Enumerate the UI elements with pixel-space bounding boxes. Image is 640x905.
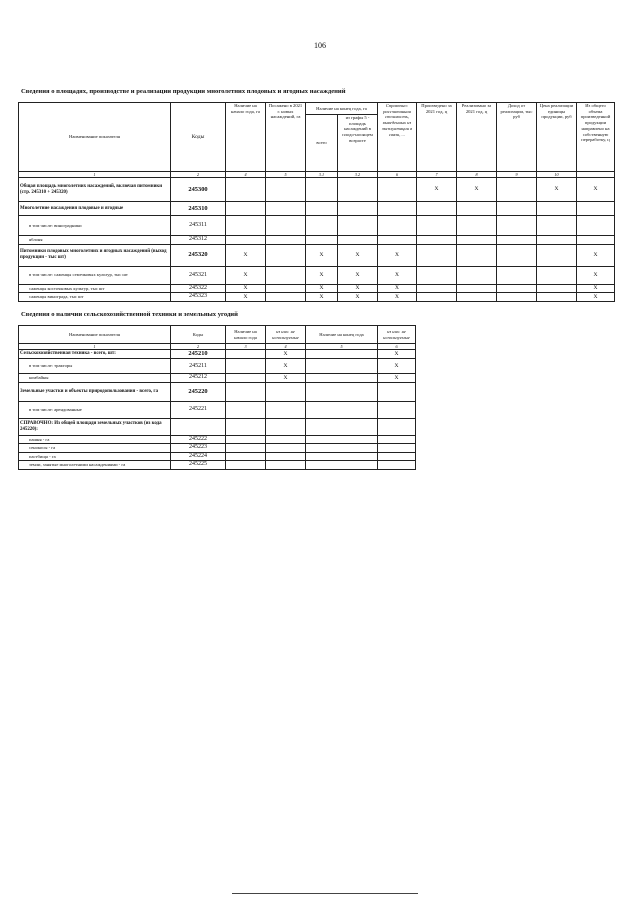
table-cell [497, 266, 537, 284]
table-cell [306, 444, 378, 453]
section2-title: Сведения о наличии сельскохозяйственной техники и земельных угодий [21, 311, 238, 318]
table-cell [497, 178, 537, 202]
table-cell: X [306, 266, 338, 284]
table-cell: X [378, 293, 417, 302]
table-cell [306, 236, 338, 245]
table-cell: X [226, 293, 266, 302]
row-code: 245311 [171, 216, 226, 236]
table-cell [537, 216, 577, 236]
table-cell [226, 178, 266, 202]
row-code: 245300 [171, 178, 226, 202]
row-code: 245224 [171, 452, 226, 461]
table-cell [226, 350, 266, 359]
row-name: в том числе: арендованные [19, 401, 171, 418]
table-cell [266, 236, 306, 245]
table-cell [537, 266, 577, 284]
table-cell [306, 178, 338, 202]
table-cell [226, 202, 266, 216]
table-cell [378, 202, 417, 216]
table-cell: X [226, 284, 266, 293]
table-cell [417, 244, 457, 266]
s2-col-start-header: Наличие на начало года [226, 326, 266, 344]
table-cell [497, 244, 537, 266]
col-produced-header: Произведено за 2021 год, ц [417, 103, 457, 172]
table-cell [457, 202, 497, 216]
table-cell [417, 202, 457, 216]
footer-divider [232, 893, 418, 894]
table-cell [266, 382, 306, 401]
row-name: в том числе: виноградники [19, 216, 171, 236]
table-row [19, 244, 615, 266]
row-name: Питомники плодовых многолетних и ягодных насаждений (выход продукции - тыс шт) [19, 244, 171, 266]
table-row [19, 178, 615, 202]
col-end-group-header: Наличие на конец года, га [306, 103, 378, 115]
row-code: 245212 [171, 374, 226, 383]
row-name: саженцы косточковых культур, тыс шт [19, 284, 171, 293]
table-row [19, 266, 615, 284]
table-row [19, 216, 615, 236]
table-cell: X [378, 284, 417, 293]
table-row [19, 401, 416, 418]
row-name: Многолетние насаждения плодовые и ягодные [19, 202, 171, 216]
table-cell: X [266, 374, 306, 383]
table-cell [266, 444, 306, 453]
row-code: 245225 [171, 461, 226, 470]
row-name: яблоня [19, 236, 171, 245]
table-cell [497, 236, 537, 245]
row-code: 245321 [171, 266, 226, 284]
col-total-header: всего [306, 115, 338, 172]
table-cell [378, 401, 416, 418]
table-row [19, 452, 416, 461]
column-number-row: 1 2 4 5 3.1 3.2 6 7 8 9 10 [19, 172, 615, 178]
table-cell [417, 216, 457, 236]
table-cell: X [306, 293, 338, 302]
s2-col-end-header: Наличие на конец года [306, 326, 378, 344]
table-cell [226, 452, 266, 461]
table-row [19, 284, 615, 293]
table-cell: X [577, 266, 615, 284]
table-row [19, 359, 416, 374]
table-cell [306, 374, 378, 383]
table-cell [378, 216, 417, 236]
table-cell [537, 236, 577, 245]
table-cell [226, 374, 266, 383]
table-cell: X [378, 266, 417, 284]
s2-column-number-row: 1 2 3 4 5 6 [19, 344, 416, 350]
table-cell [378, 435, 416, 444]
row-code [171, 418, 226, 435]
table-cell [457, 293, 497, 302]
table-cell [266, 401, 306, 418]
table-cell [457, 266, 497, 284]
row-code: 245220 [171, 382, 226, 401]
table-cell: X [537, 178, 577, 202]
s2-col-unused-end-header: из них: не используемые [378, 326, 416, 344]
col-planted-header: Посажено в 2021 г. новых насаждений, га [266, 103, 306, 172]
row-code: 245210 [171, 350, 226, 359]
table-cell [457, 284, 497, 293]
table-cell [306, 401, 378, 418]
table-cell [537, 244, 577, 266]
row-name: сенокосы - га [19, 444, 171, 453]
table-cell [537, 293, 577, 302]
table-cell [378, 461, 416, 470]
row-code: 245320 [171, 244, 226, 266]
table-cell [266, 435, 306, 444]
table-cell [226, 236, 266, 245]
table-cell: X [226, 266, 266, 284]
row-name: Сельскохозяйственная техника - всего, шт: [19, 350, 171, 359]
table-row [19, 293, 615, 302]
table-cell [306, 350, 378, 359]
table-cell [417, 266, 457, 284]
table-cell [306, 382, 378, 401]
table-cell [266, 178, 306, 202]
table-cell: X [226, 244, 266, 266]
table-cell: X [417, 178, 457, 202]
table-cell [306, 435, 378, 444]
table-cell: X [457, 178, 497, 202]
orchards-table-body [19, 178, 615, 302]
col-fruiting-header: из графы 5 - площадь насаждений в плодо-носящем возрасте [338, 115, 378, 172]
table-cell: X [577, 284, 615, 293]
s2-col-code-header: Коды [171, 326, 226, 344]
table-cell: X [306, 284, 338, 293]
row-code: 245310 [171, 202, 226, 216]
table-cell [226, 444, 266, 453]
table-row [19, 374, 416, 383]
table-cell [306, 461, 378, 470]
table-row [19, 350, 416, 359]
col-code-header: Коды [171, 103, 226, 172]
table-cell: X [266, 350, 306, 359]
table-cell [417, 293, 457, 302]
row-name: комбайны [19, 374, 171, 383]
table-cell [457, 236, 497, 245]
table-cell [266, 266, 306, 284]
table-cell: X [577, 178, 615, 202]
table-cell [338, 178, 378, 202]
table-cell [266, 216, 306, 236]
table-cell [497, 284, 537, 293]
table-cell [226, 461, 266, 470]
equipment-land-table-body [19, 350, 416, 470]
table-cell [306, 452, 378, 461]
table-cell [417, 236, 457, 245]
table-cell [306, 359, 378, 374]
row-name: земли, занятые многолетними насаждениями - га [19, 461, 171, 470]
s2-col-name-header: Наименование показателя [19, 326, 171, 344]
row-code: 245322 [171, 284, 226, 293]
table-cell [266, 293, 306, 302]
table-cell: X [338, 244, 378, 266]
table-cell [338, 202, 378, 216]
table-cell [378, 236, 417, 245]
table-cell: X [577, 293, 615, 302]
table-cell: X [306, 244, 338, 266]
section1-title: Сведения о площадях, производстве и реализации продукции многолетних плодовых и ягодных насаждений [21, 88, 346, 95]
table-cell: X [378, 374, 416, 383]
table-cell [537, 284, 577, 293]
table-cell [577, 216, 615, 236]
table-cell [378, 382, 416, 401]
table-cell: X [577, 244, 615, 266]
table-cell [266, 418, 306, 435]
row-name: саженцы винограда, тыс шт [19, 293, 171, 302]
row-code: 245211 [171, 359, 226, 374]
table-cell [306, 418, 378, 435]
table-cell: X [338, 284, 378, 293]
col-income-header: Доход от реализации, тыс руб [497, 103, 537, 172]
row-code: 245323 [171, 293, 226, 302]
row-name: СПРАВОЧНО: Из общей площади земельных участков (из кода 245220): [19, 418, 171, 435]
table-cell: X [378, 359, 416, 374]
col-name-header: Наименование показателя [19, 103, 171, 172]
table-cell [457, 216, 497, 236]
col-price-header: Цена реализации единицы продукции, руб [537, 103, 577, 172]
table-row [19, 418, 416, 435]
table-cell [417, 284, 457, 293]
table-cell [266, 284, 306, 293]
table-row [19, 382, 416, 401]
row-name: Земельные участки и объекты природопользования - всего, га [19, 382, 171, 401]
table-cell [497, 216, 537, 236]
table-cell [577, 202, 615, 216]
equipment-land-table [18, 325, 416, 470]
page-number: 106 [314, 41, 326, 50]
table-cell [306, 202, 338, 216]
col-reference-header: Справочно: рассчитанная стоимость, выведенных из эксплуатации в связи, ... [378, 103, 417, 172]
table-cell [226, 418, 266, 435]
table-cell [577, 236, 615, 245]
row-name: в том числе: саженцы семечковых культур, тыс шт [19, 266, 171, 284]
table-row [19, 202, 615, 216]
table-row [19, 435, 416, 444]
row-name: пашня - га [19, 435, 171, 444]
row-name: в том числе: тракторы [19, 359, 171, 374]
table-cell [266, 452, 306, 461]
table-cell [226, 216, 266, 236]
table-cell [266, 244, 306, 266]
table-cell: X [338, 293, 378, 302]
table-cell [338, 216, 378, 236]
table-cell [378, 178, 417, 202]
table-cell [226, 435, 266, 444]
col-processed-header: Из общего объема произведенной продукции направлено на собственную переработку, ц [577, 103, 615, 172]
table-cell: X [266, 359, 306, 374]
row-name: Общая площадь многолетних насаждений, включая питомники (стр. 245310 + 245320) [19, 178, 171, 202]
s2-col-unused-start-header: из них: не используемые [266, 326, 306, 344]
col-sold-header: Реализовано за 2021 год, ц [457, 103, 497, 172]
table-row [19, 236, 615, 245]
row-code: 245222 [171, 435, 226, 444]
table-row [19, 444, 416, 453]
orchards-table [18, 102, 615, 302]
table-cell [378, 452, 416, 461]
table-cell: X [378, 244, 417, 266]
table-cell [537, 202, 577, 216]
table-cell [338, 236, 378, 245]
row-code: 245312 [171, 236, 226, 245]
table-cell: X [378, 350, 416, 359]
table-cell [266, 461, 306, 470]
table-cell: X [338, 266, 378, 284]
row-code: 245221 [171, 401, 226, 418]
table-cell [457, 244, 497, 266]
row-code: 245223 [171, 444, 226, 453]
table-cell [497, 293, 537, 302]
table-row [19, 461, 416, 470]
table-cell [226, 401, 266, 418]
row-name: пастбища - га [19, 452, 171, 461]
table-cell [266, 202, 306, 216]
table-cell [306, 216, 338, 236]
table-cell [226, 359, 266, 374]
table-cell [226, 382, 266, 401]
table-cell [497, 202, 537, 216]
table-cell [378, 444, 416, 453]
table-cell [378, 418, 416, 435]
col-start-header: Наличие на начало года, га [226, 103, 266, 172]
